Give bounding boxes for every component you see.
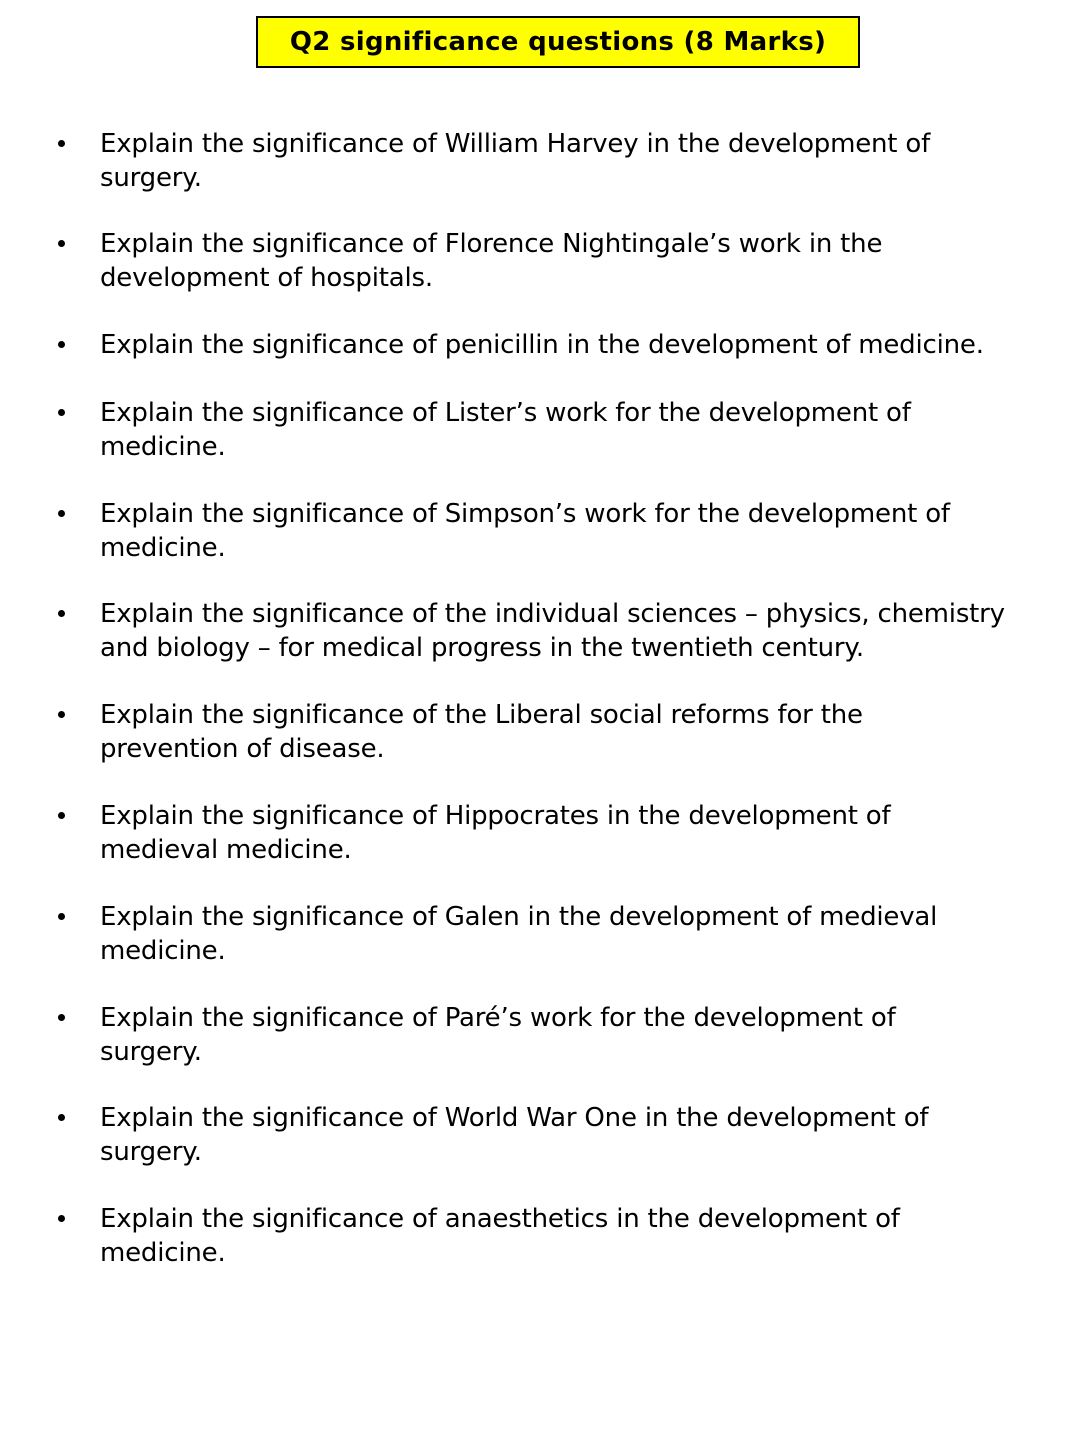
bullet-icon [58, 812, 65, 819]
question-text: Explain the significance of penicillin in the development of medicine. [100, 330, 984, 360]
question-text: Explain the significance of Hippocrates in the development of medieval medicine. [100, 801, 891, 865]
bullet-icon [58, 913, 65, 920]
question-text: Explain the significance of the Liberal social reforms for the prevention of disease. [100, 700, 863, 764]
question-text: Explain the significance of Lister’s work for the development of medicine. [100, 398, 911, 462]
bullet-icon [58, 711, 65, 718]
question-text: Explain the significance of anaesthetics in the development of medicine. [100, 1204, 900, 1268]
question-text: Explain the significance of Paré’s work for the development of surgery. [100, 1003, 896, 1067]
question-text: Explain the significance of William Harvey in the development of surgery. [100, 129, 931, 193]
bullet-icon [58, 1014, 65, 1021]
bullet-icon [58, 510, 65, 517]
page-title: Q2 significance questions (8 Marks) [289, 27, 827, 57]
question-text: Explain the significance of World War One in the development of surgery. [100, 1103, 929, 1167]
bullet-icon [58, 1114, 65, 1121]
question-text: Explain the significance of Galen in the development of medieval medicine. [100, 902, 938, 966]
bullet-icon [58, 409, 65, 416]
bullet-icon [58, 240, 65, 247]
question-text: Explain the significance of the individual sciences – physics, chemistry and biology – for medical progress in the twentieth century. [100, 599, 1005, 663]
bullet-icon [58, 341, 65, 348]
bullet-icon [58, 1215, 65, 1222]
bullet-icon [58, 610, 65, 617]
question-text: Explain the significance of Florence Nightingale’s work in the development of hospitals. [100, 229, 883, 293]
bullet-icon [58, 140, 65, 147]
question-text: Explain the significance of Simpson’s work for the development of medicine. [100, 499, 950, 563]
